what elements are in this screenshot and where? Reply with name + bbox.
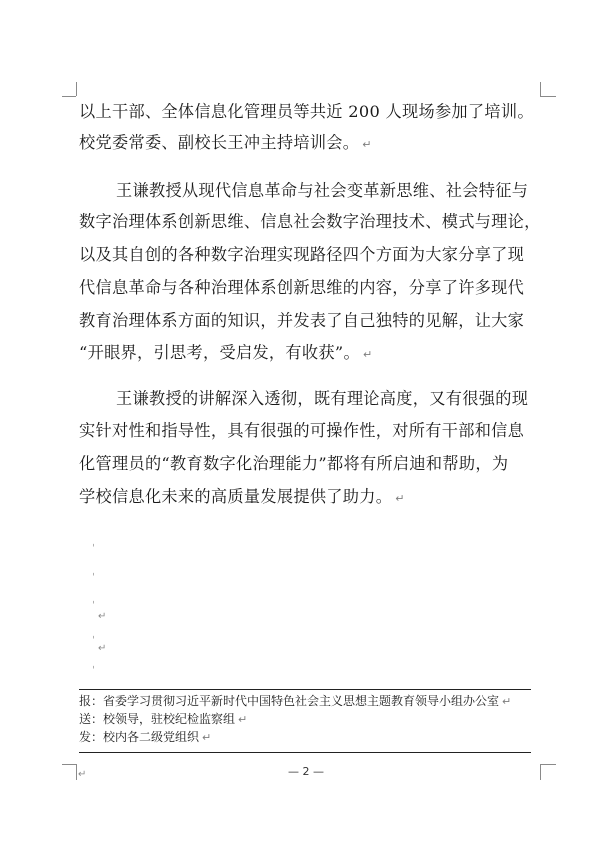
- paragraph-mark-icon: ↵: [362, 138, 372, 151]
- footer-paragraph-mark-icon: ↵: [78, 769, 87, 780]
- empty-paragraph-mark-icon: ↵: [98, 643, 107, 654]
- page-number: — 2 —: [288, 765, 324, 778]
- text-line: “开眼界，引思考，受启发，有收获”。 ↵: [79, 343, 373, 362]
- paragraph-mark-icon: ↵: [395, 492, 405, 505]
- text-line: 实针对性和指导性，具有很强的可操作性，对所有干部和信息: [79, 421, 525, 440]
- empty-paragraph-mark-icon: ˌ: [92, 566, 95, 577]
- crop-mark-bottom-left: [76, 764, 77, 780]
- text-line: 校党委常委、副校长王冲主持培训会。 ↵: [79, 133, 372, 152]
- empty-paragraph-mark-icon: ˌ: [92, 629, 95, 640]
- text-line: 数字治理体系创新思维、信息社会数字治理技术、模式与理论，: [79, 212, 541, 231]
- text-line: 代信息革命与各种治理体系创新思维的内容，分享了许多现代: [79, 278, 525, 297]
- empty-paragraph-mark-icon: ˌ: [92, 594, 95, 605]
- paragraph-mark-icon: ↵: [502, 695, 512, 708]
- crop-mark-bottom-right: [540, 764, 541, 780]
- distribution-bottom-rule: [79, 752, 531, 753]
- crop-mark-top-left: [62, 96, 76, 97]
- empty-paragraph-mark-icon: ˌ: [92, 659, 95, 670]
- distribution-issue-line: 发：校内各二级党组织 ↵: [79, 730, 212, 744]
- paragraph-mark-icon: ↵: [362, 348, 373, 361]
- crop-mark-top-right: [540, 96, 556, 97]
- text-line: 以上干部、全体信息化管理员等共近 200 人现场参加了培训。: [79, 102, 534, 121]
- distribution-top-rule: [79, 689, 531, 690]
- paragraph-mark-icon: ↵: [202, 731, 212, 744]
- empty-paragraph-mark-icon: ˌ: [92, 537, 95, 548]
- distribution-send-line: 送：校领导，驻校纪检监察组 ↵: [79, 712, 248, 726]
- paragraph-mark-icon: ↵: [238, 713, 248, 726]
- crop-mark-top-left: [76, 82, 77, 96]
- text-line: 学校信息化未来的高质量发展提供了助力。 ↵: [79, 487, 405, 506]
- crop-mark-top-right: [540, 82, 541, 96]
- text-line: 王谦教授从现代信息革命与社会变革新思维、社会特征与: [116, 181, 529, 200]
- text-line: 化管理员的“教育数字化治理能力”都将有所启迪和帮助，为: [79, 454, 509, 473]
- text-line: 以及其自创的各种数字治理实现路径四个方面为大家分享了现: [79, 245, 525, 264]
- empty-paragraph-mark-icon: ↵: [98, 611, 107, 622]
- crop-mark-bottom-right: [540, 764, 556, 765]
- distribution-report-line: 报：省委学习贯彻习近平新时代中国特色社会主义思想主题教育领导小组办公室 ↵: [79, 694, 512, 708]
- text-line: 王谦教授的讲解深入透彻，既有理论高度，又有很强的现: [116, 389, 529, 408]
- crop-mark-bottom-left: [62, 764, 76, 765]
- text-line: 教育治理体系方面的知识，并发表了自己独特的见解，让大家: [79, 311, 525, 330]
